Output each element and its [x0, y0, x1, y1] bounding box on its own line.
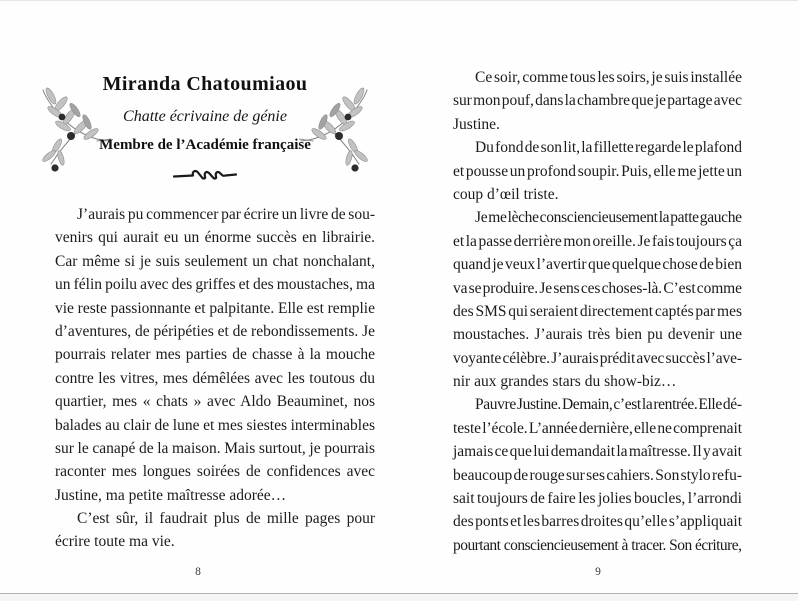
- text-line: jamais ce que lui demandait la maîtresse. Il y avait: [453, 443, 742, 461]
- text-line: sur mon pouf, dans la chambre que je partage avec: [453, 92, 742, 110]
- text-line: Ce soir, comme tous les soirs, je suis installée: [475, 69, 742, 86]
- squiggle-divider-icon: [33, 166, 377, 189]
- text-line: vie reste passionnante et palpitante. Elle est remplie: [55, 299, 375, 317]
- olive-branch-icon: [299, 84, 375, 176]
- paragraph: [55, 203, 375, 507]
- text-line: teste l’école. L’année dernière, elle ne comprenait: [453, 419, 742, 437]
- paragraph: [453, 206, 742, 393]
- text-line: Car même si je suis seulement un chat nonchalant,: [55, 252, 375, 270]
- text-line: un félin poilu avec des griffes et des moustaches, ma: [55, 276, 375, 294]
- text-line: des ponts et les barres droites qu’elle s’appliquait: [453, 513, 742, 531]
- text-line: va se produire. Je sens ces choses-là. C’est comme: [453, 279, 742, 297]
- text-line: et pousse un profond soupir. Puis, elle me jette un: [453, 162, 742, 180]
- text-line: Je me lèche consciencieusement la patte gauche: [475, 209, 742, 227]
- text-line: quartier, mes « chats » avec Aldo Beauminet, nos: [55, 393, 375, 411]
- text-line: pourrais relater mes parties de chasse à la mouche: [55, 346, 375, 364]
- author-membership: Membre de l’Académie française: [99, 137, 311, 153]
- title-block: [75, 72, 335, 154]
- text-line: sur le canapé de la maison. Mais surtout, je pourrais: [55, 439, 375, 457]
- text-line: Pauvre Justine. Demain, c’est la rentrée. Elle dé-: [475, 396, 742, 414]
- text-line: Du fond de son lit, la fillette regarde le plafond: [475, 139, 742, 157]
- paragraph: [453, 136, 742, 206]
- text-line: pourtant consciencieusement à tracer. Son écriture,: [453, 536, 742, 554]
- text-line: C’est sûr, il faudrait plus de mille pages pour: [77, 510, 375, 528]
- text-line: Justine.: [453, 115, 500, 133]
- text-line: beaucoup de rouge sur ses cahiers. Son stylo refu-: [453, 466, 742, 484]
- right-page-text: [453, 66, 742, 557]
- text-line: moustaches. J’aurais très bien pu devenir une: [453, 326, 742, 344]
- left-page-text: [55, 203, 375, 554]
- page-number-left: 8: [195, 566, 201, 578]
- text-line: J’aurais pu commencer par écrire un livre de sou-: [77, 206, 375, 223]
- text-line: nir aux grandes stars du show-biz…: [453, 373, 677, 391]
- paragraph: [55, 507, 375, 554]
- text-line: balades au clair de lune et mes siestes interminables: [55, 416, 375, 434]
- text-line: coup d’œil triste.: [453, 185, 559, 203]
- author-name: Miranda Chatoumiaou: [102, 73, 308, 95]
- text-line: écrire toute ma vie.: [55, 533, 175, 551]
- text-line: sait toujours de faire les jolies boucles, l’arrondi: [453, 490, 742, 508]
- text-line: voyante célèbre. J’aurais prédit avec succès l’ave-: [453, 349, 742, 367]
- text-line: raconter mes longues soirées de confidences avec: [55, 463, 375, 481]
- text-line: des SMS qui seraient directement captés par mes: [453, 302, 742, 320]
- top-edge-line: [0, 0, 798, 1]
- bottom-edge-strip: [0, 594, 798, 601]
- text-line: et la passe derrière mon oreille. Je fais toujours ça: [453, 232, 742, 250]
- author-subtitle: Chatte écrivaine de génie: [123, 108, 287, 125]
- text-line: Justine, ma petite maîtresse adorée…: [55, 486, 287, 504]
- paragraph: [453, 66, 742, 136]
- text-line: quand je veux l’avertir que quelque chose de bien: [453, 256, 742, 274]
- text-line: venirs qui aurait eu un énorme succès en librairie.: [55, 229, 375, 247]
- text-line: d’aventures, de péripéties et de rebondissements. Je: [55, 322, 375, 340]
- text-line: contre les vitres, mes démêlées avec les toutous du: [55, 369, 375, 387]
- paragraph: [453, 393, 742, 557]
- page-number-right: 9: [595, 566, 601, 578]
